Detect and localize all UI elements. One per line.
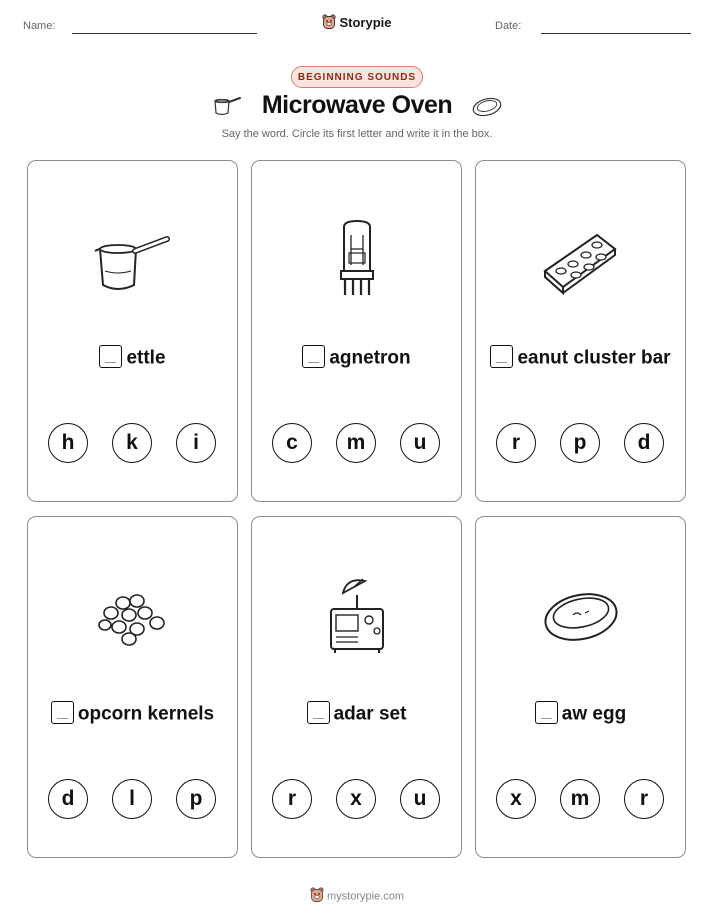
word-text: eanut cluster bar: [517, 347, 671, 369]
word-text: opcorn kernels: [77, 703, 215, 725]
answer-box[interactable]: [307, 701, 330, 724]
letter-choices: [28, 779, 237, 823]
footer-url[interactable]: mystorypie.com: [326, 890, 405, 903]
answer-box[interactable]: [490, 345, 513, 368]
kettle-icon: [83, 209, 183, 309]
letter-choice[interactable]: r: [496, 423, 536, 463]
brand: [0, 14, 714, 33]
word-card: [27, 160, 238, 502]
badge: BEGINNING SOUNDS: [291, 66, 423, 88]
footer: [0, 887, 714, 906]
name-line[interactable]: [72, 33, 257, 34]
letter-choice[interactable]: p: [176, 779, 216, 819]
letter-choice[interactable]: l: [112, 779, 152, 819]
letter-choice[interactable]: u: [400, 423, 440, 463]
letter-choice[interactable]: d: [48, 779, 88, 819]
name-label: Name:: [23, 20, 56, 32]
word-text: ettle: [126, 347, 166, 369]
letter-choice[interactable]: c: [272, 423, 312, 463]
storypie-logo-icon: [310, 887, 324, 906]
word-row: [252, 703, 461, 726]
letter-choice[interactable]: r: [624, 779, 664, 819]
brand-name: Storypie: [339, 14, 392, 30]
word-card: [251, 160, 462, 502]
word-text: agnetron: [329, 347, 411, 369]
letter-choice[interactable]: m: [560, 779, 600, 819]
word-card: [27, 516, 238, 858]
word-row: [476, 703, 685, 726]
instructions: Say the word. Circle its first letter and write it in the box.: [221, 128, 493, 140]
letter-choice[interactable]: r: [272, 779, 312, 819]
word-text: adar set: [333, 703, 407, 725]
raw-egg-icon: [531, 565, 631, 665]
letter-choice[interactable]: h: [48, 423, 88, 463]
letter-choice[interactable]: m: [336, 423, 376, 463]
letter-choice[interactable]: x: [496, 779, 536, 819]
letter-choices: [252, 423, 461, 467]
letter-choice[interactable]: p: [560, 423, 600, 463]
word-text: aw egg: [561, 703, 627, 725]
date-label: Date:: [495, 20, 522, 32]
answer-box[interactable]: [51, 701, 74, 724]
letter-choice[interactable]: d: [624, 423, 664, 463]
magnetron-icon: [307, 209, 407, 309]
letter-choice[interactable]: i: [176, 423, 216, 463]
page-title: Microwave Oven: [261, 91, 453, 119]
answer-box[interactable]: [302, 345, 325, 368]
letter-choices: [28, 423, 237, 467]
letter-choice[interactable]: x: [336, 779, 376, 819]
word-card: [475, 516, 686, 858]
letter-choice[interactable]: u: [400, 779, 440, 819]
word-row: [252, 347, 461, 370]
storypie-logo-icon: [322, 14, 336, 33]
letter-choices: [476, 779, 685, 823]
popcorn-kernels-icon: [83, 565, 183, 665]
date-line[interactable]: [541, 33, 691, 34]
word-card: [475, 160, 686, 502]
word-row: [476, 347, 685, 370]
letter-choices: [252, 779, 461, 823]
answer-box[interactable]: [99, 345, 122, 368]
word-row: [28, 347, 237, 370]
raw-egg-icon: [471, 96, 503, 123]
answer-box[interactable]: [535, 701, 558, 724]
letter-choices: [476, 423, 685, 467]
letter-choice[interactable]: k: [112, 423, 152, 463]
word-row: [28, 703, 237, 726]
radar-set-icon: [307, 565, 407, 665]
peanut-cluster-bar-icon: [531, 209, 631, 309]
word-card: [251, 516, 462, 858]
